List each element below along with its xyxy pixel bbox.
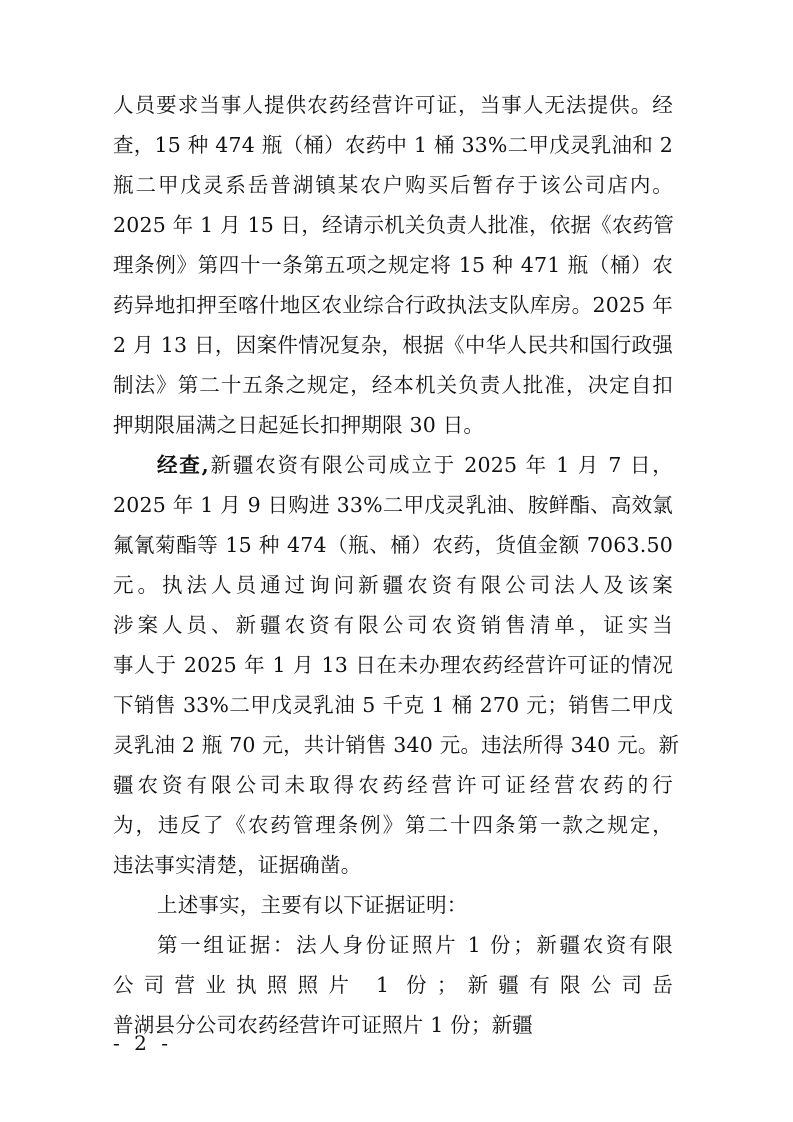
- evidence-line: [157, 926, 673, 964]
- evidence-intro: 上述事实，主要有以下证据证明：: [157, 893, 468, 917]
- paragraph-line: 2025 年 1 月 15 日，经请示机关负责人批准，依据《农药管: [113, 213, 674, 237]
- findings-line: 为，违反了《农药管理条例》第二十四条第一款之规定，: [113, 813, 673, 837]
- findings-lead: 经查,: [157, 453, 209, 477]
- evidence-line: [113, 1006, 673, 1044]
- text-fragment: 涉案人员、新疆: [113, 613, 285, 637]
- findings-line: [157, 446, 673, 484]
- paragraph-line: 理条例》第四十一条第五项之规定将 15 种 471 瓶（桶）农: [113, 253, 673, 277]
- text-fragment: 农资有限公司成立于 2025 年 1 月 7 日，: [255, 453, 673, 477]
- text-fragment: 普湖县分公司农药经营许可证照片 1 份；新疆: [113, 1013, 533, 1037]
- text-fragment: 农资有限: [582, 933, 673, 957]
- paragraph-line: 2 月 13 日，因案件情况复杂，根据《中华人民共和国行政强: [113, 333, 673, 357]
- text-fragment: 公司营业执照照片 1 份；新疆: [113, 973, 530, 997]
- text-fragment: 有限公司岳: [529, 973, 674, 997]
- text-fragment: 元。执法人员通过询问新疆: [113, 573, 408, 597]
- paragraph-line: 瓶二甲戊灵系岳普湖镇某农户购买后暂存于该公司店内。: [113, 173, 673, 197]
- findings-line: 下销售 33%二甲戊灵乳油 5 千克 1 桶 270 元；销售二甲戊: [113, 693, 673, 717]
- text-fragment: 农资有限公司未取得农药经营许可证经营农药的行: [137, 773, 673, 797]
- text-fragment: 新疆: [208, 453, 256, 477]
- paragraph-line: 药异地扣押至喀什地区农业综合行政执法支队库房。2025 年: [113, 293, 673, 317]
- text-fragment: 疆: [113, 773, 138, 797]
- text-fragment: 第一组证据：法人身份证照片 1 份；新疆: [157, 933, 583, 957]
- paragraph-line: 查，15 种 474 瓶（桶）农药中 1 桶 33%二甲戊灵乳油和 2: [113, 133, 673, 157]
- text-fragment: 农资有限公司法人及该案: [407, 573, 674, 597]
- paragraph-line: 人员要求当事人提供农药经营许可证，当事人无法提供。经: [113, 93, 673, 117]
- evidence-line: [113, 966, 673, 1004]
- findings-line: [113, 566, 673, 604]
- findings-line: [113, 766, 673, 804]
- paragraph-line: 押期限届满之日起延长扣押期限 30 日。: [113, 413, 485, 437]
- findings-line: 事人于 2025 年 1 月 13 日在未办理农药经营许可证的情况: [113, 653, 673, 677]
- text-fragment: 农资有限公司农资销售清单，证实当: [284, 613, 673, 637]
- findings-line: 灵乳油 2 瓶 70 元，共计销售 340 元。违法所得 340 元。新: [113, 733, 680, 757]
- page-number: - 2 -: [113, 1031, 172, 1055]
- findings-line: 氟氰菊酯等 15 种 474（瓶、桶）农药，货值金额 7063.50: [113, 533, 673, 557]
- findings-line: [113, 606, 673, 644]
- findings-line: 2025 年 1 月 9 日购进 33%二甲戊灵乳油、胺鲜酯、高效氯: [113, 493, 673, 517]
- findings-line: 违法事实清楚，证据确凿。: [113, 853, 362, 877]
- paragraph-line: 制法》第二十五条之规定，经本机关负责人批准，决定自扣: [113, 373, 673, 397]
